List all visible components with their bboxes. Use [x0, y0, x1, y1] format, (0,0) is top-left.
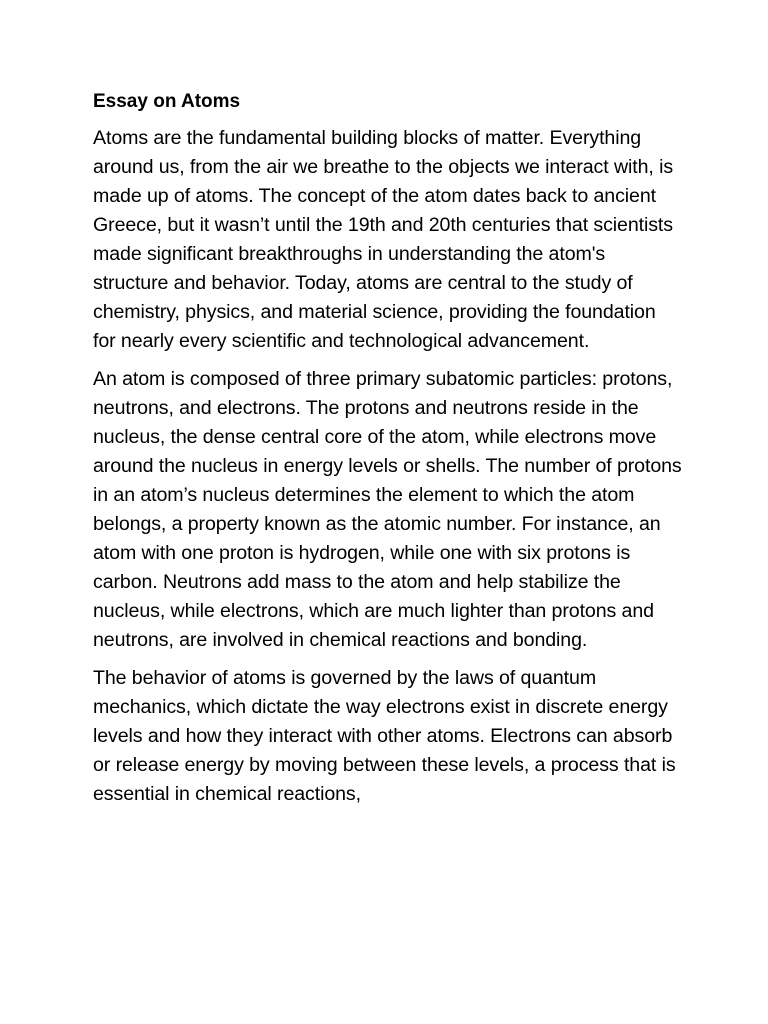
paragraph-2: An atom is composed of three primary subatomic particles: protons, neutrons, and electrons. The protons and neutrons reside in the nucleus, the dense central core of the atom, while electrons move around the nucleus in energy levels or shells. The number of protons in an atom’s nucleus determines the element to which the atom belongs, a property known as the atomic number. For instance, an atom with one proton is hydrogen, while one with six protons is carbon. Neutrons add mass to the atom and help stabilize the nucleus, while electrons, which are much lighter than protons and neutrons, are involved in chemical reactions and bonding. — [93, 368, 682, 651]
paragraph-1: Atoms are the fundamental building blocks of matter. Everything around us, from the air we breathe to the objects we interact with, is made up of atoms. The concept of the atom dates back to ancient Greece, but it wasn’t until the 19th and 20th centuries that scientists made significant breakthroughs in understanding the atom's structure and behavior. Today, atoms are central to the study of chemistry, physics, and material science, providing the foundation for nearly every scientific and technological advancement. — [93, 127, 674, 352]
document-title: Essay on Atoms — [93, 91, 241, 112]
paragraph-3: The behavior of atoms is governed by the laws of quantum mechanics, which dictate the way electrons exist in discrete energy levels and how they interact with other atoms. Electrons can absorb or release energy by moving between these levels, a process that is essential in chemical reactions, — [93, 667, 676, 805]
document-page — [93, 88, 683, 818]
